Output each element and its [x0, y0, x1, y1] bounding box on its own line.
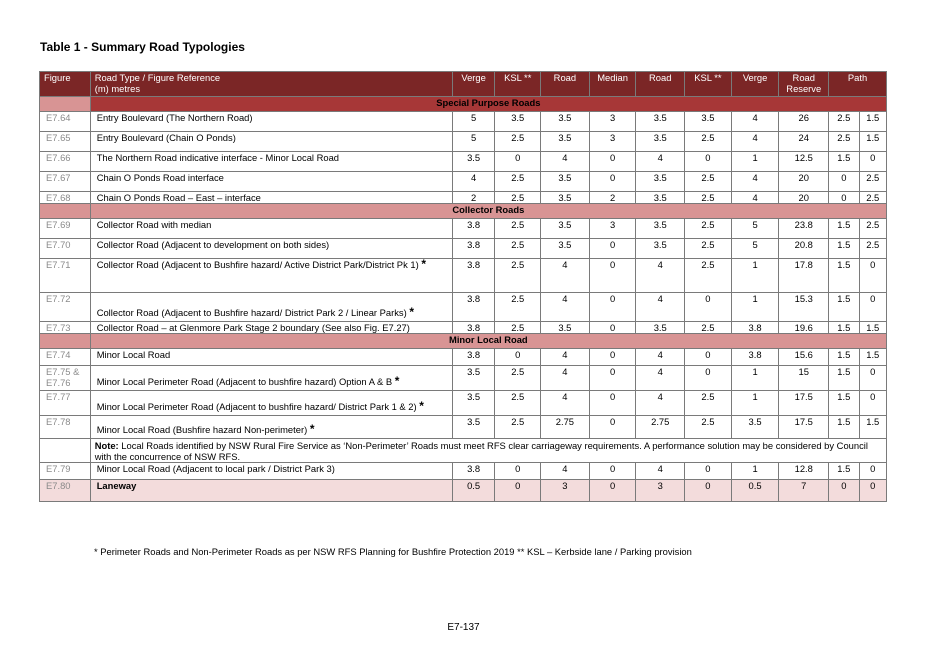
road-reserve-value: 23.8 — [779, 219, 829, 239]
figure-ref: E7.68 — [40, 192, 91, 204]
road-value: 2.75 — [541, 416, 590, 439]
road-type-cell — [90, 219, 452, 239]
verge-value: 3.8 — [731, 349, 779, 366]
road-value: 4 — [541, 293, 590, 322]
path-b-value: 0 — [859, 480, 886, 502]
figure-ref: E7.72 — [40, 293, 91, 322]
header-ksl: KSL ** — [685, 72, 732, 97]
verge-value: 3.8 — [452, 293, 495, 322]
section-figure-cell — [40, 334, 91, 349]
header-ksl: KSL ** — [495, 72, 541, 97]
road-value: 3.5 — [541, 322, 590, 334]
median-value: 0 — [589, 463, 636, 480]
path-b-value: 1.5 — [859, 322, 886, 334]
ksl-value: 0 — [685, 463, 732, 480]
ksl-value: 2.5 — [685, 259, 732, 293]
road-reserve-value: 24 — [779, 132, 829, 152]
ksl-value: 0 — [685, 349, 732, 366]
table-row — [40, 152, 887, 172]
ksl-value: 2.5 — [685, 391, 732, 416]
road-value: 3.5 — [636, 219, 685, 239]
table-row — [40, 172, 887, 192]
road-type-cell — [90, 366, 452, 391]
verge-value: 4 — [731, 172, 779, 192]
road-reserve-value: 7 — [779, 480, 829, 502]
verge-value: 3.8 — [452, 259, 495, 293]
ksl-value: 2.5 — [495, 239, 541, 259]
road-type-cell — [90, 239, 452, 259]
road-type-cell — [90, 391, 452, 416]
verge-value: 1 — [731, 152, 779, 172]
table-row — [40, 480, 887, 502]
path-b-value: 1.5 — [859, 349, 886, 366]
note-figure-cell — [40, 439, 91, 463]
median-value: 0 — [589, 259, 636, 293]
road-reserve-value: 20 — [779, 192, 829, 204]
road-value: 3.5 — [541, 112, 590, 132]
path-b-value: 0 — [859, 366, 886, 391]
road-type-cell — [90, 152, 452, 172]
road-value: 4 — [541, 349, 590, 366]
figure-ref: E7.77 — [40, 391, 91, 416]
section-row-minor — [40, 334, 887, 349]
path-b-value: 0 — [859, 391, 886, 416]
road-type-name: Chain O Ponds Road – East – interface — [96, 192, 261, 203]
road-type-name: Collector Road (Adjacent to development on both sides) — [96, 239, 330, 250]
road-type-name: Laneway — [96, 480, 137, 491]
verge-value: 3.8 — [452, 219, 495, 239]
median-value: 0 — [589, 416, 636, 439]
figure-ref: E7.70 — [40, 239, 91, 259]
path-a-value: 1.5 — [829, 366, 859, 391]
road-value: 4 — [636, 152, 685, 172]
road-reserve-value: 17.5 — [779, 416, 829, 439]
verge-value: 4 — [731, 132, 779, 152]
ksl-value: 2.5 — [495, 293, 541, 322]
road-value: 4 — [541, 391, 590, 416]
ksl-value: 2.5 — [495, 391, 541, 416]
path-a-value: 1.5 — [829, 416, 859, 439]
path-b-value: 2.5 — [859, 239, 886, 259]
header-figure: Figure — [40, 72, 91, 97]
figure-ref: E7.65 — [40, 132, 91, 152]
path-b-value: 0 — [859, 259, 886, 293]
table-row — [40, 132, 887, 152]
verge-value: 3.5 — [731, 416, 779, 439]
road-reserve-value: 12.5 — [779, 152, 829, 172]
road-type-cell — [90, 349, 452, 366]
road-type-cell — [90, 172, 452, 192]
verge-value: 5 — [731, 219, 779, 239]
road-value: 4 — [541, 152, 590, 172]
table-row — [40, 349, 887, 366]
verge-value: 5 — [731, 239, 779, 259]
ksl-value: 0 — [495, 480, 541, 502]
road-value: 3.5 — [636, 132, 685, 152]
perimeter-asterisk: * — [419, 399, 424, 413]
road-type-name: The Northern Road indicative interface - Minor Local Road — [96, 152, 340, 163]
road-type-name: Minor Local Road (Bushfire hazard Non-perimeter) — [96, 424, 308, 435]
figure-ref: E7.75 & E7.76 — [40, 366, 91, 391]
road-value: 3.5 — [541, 132, 590, 152]
road-type-cell — [90, 132, 452, 152]
road-reserve-value: 15.3 — [779, 293, 829, 322]
ksl-value: 3.5 — [495, 112, 541, 132]
section-title: Collector Roads — [90, 204, 886, 219]
ksl-value: 0 — [685, 480, 732, 502]
ksl-value: 2.5 — [495, 366, 541, 391]
ksl-value: 2.5 — [685, 132, 732, 152]
section-figure-cell — [40, 204, 91, 219]
ksl-value: 2.5 — [685, 172, 732, 192]
path-a-value: 1.5 — [829, 293, 859, 322]
road-type-name: Minor Local Perimeter Road (Adjacent to bushfire hazard/ District Park 1 & 2) — [96, 401, 417, 412]
verge-value: 3.8 — [452, 322, 495, 334]
median-value: 0 — [589, 366, 636, 391]
path-b-value: 0 — [859, 152, 886, 172]
path-b-value: 1.5 — [859, 132, 886, 152]
figure-ref: E7.74 — [40, 349, 91, 366]
ksl-value: 2.5 — [495, 416, 541, 439]
road-type-name: Collector Road – at Glenmore Park Stage 2 boundary (See also Fig. E7.27) — [96, 322, 410, 333]
road-value: 4 — [541, 366, 590, 391]
road-type-name: Chain O Ponds Road interface — [96, 172, 224, 183]
road-type-name: Collector Road (Adjacent to Bushfire hazard/ Active District Park/District Pk 1) — [96, 259, 419, 270]
path-b-value: 1.5 — [859, 416, 886, 439]
page-title: Table 1 - Summary Road Typologies — [40, 40, 245, 54]
verge-value: 0.5 — [731, 480, 779, 502]
table-row — [40, 391, 887, 416]
ksl-value: 0 — [495, 349, 541, 366]
path-a-value: 0 — [829, 172, 859, 192]
verge-value: 0.5 — [452, 480, 495, 502]
path-a-value: 0 — [829, 480, 859, 502]
path-a-value: 1.5 — [829, 391, 859, 416]
path-a-value: 2.5 — [829, 112, 859, 132]
road-value: 4 — [636, 259, 685, 293]
verge-value: 4 — [731, 112, 779, 132]
road-reserve-value: 26 — [779, 112, 829, 132]
header-road: Road — [541, 72, 590, 97]
road-value: 4 — [636, 293, 685, 322]
road-value: 4 — [636, 349, 685, 366]
median-value: 2 — [589, 192, 636, 204]
road-type-cell — [90, 463, 452, 480]
path-b-value: 0 — [859, 293, 886, 322]
section-title: Special Purpose Roads — [90, 97, 886, 112]
header-road: Road — [636, 72, 685, 97]
road-type-cell — [90, 480, 452, 502]
section-row-special — [40, 97, 887, 112]
ksl-value: 2.5 — [495, 259, 541, 293]
median-value: 0 — [589, 172, 636, 192]
road-type-name: Entry Boulevard (Chain O Ponds) — [96, 132, 236, 143]
figure-ref: E7.73 — [40, 322, 91, 334]
median-value: 0 — [589, 391, 636, 416]
table-row — [40, 293, 887, 322]
note-text — [90, 439, 886, 463]
perimeter-asterisk: * — [309, 422, 315, 436]
section-title: Minor Local Road — [90, 334, 886, 349]
path-b-value: 0 — [859, 463, 886, 480]
table-row — [40, 239, 887, 259]
perimeter-asterisk: * — [409, 305, 415, 319]
median-value: 0 — [589, 349, 636, 366]
figure-ref: E7.71 — [40, 259, 91, 293]
verge-value: 4 — [731, 192, 779, 204]
road-type-name: Minor Local Perimeter Road (Adjacent to bushfire hazard) Option A & B — [96, 376, 393, 387]
header-road-type: Road Type / Figure Reference (m) metres — [90, 72, 452, 97]
figure-ref: E7.69 — [40, 219, 91, 239]
road-value: 3.5 — [636, 322, 685, 334]
road-type-cell — [90, 416, 452, 439]
footnote: * Perimeter Roads and Non-Perimeter Roads as per NSW RFS Planning for Bushfire Protection 2019 ** KSL – Kerbside lane / Parking provision — [94, 546, 692, 557]
perimeter-asterisk: * — [421, 258, 426, 271]
ksl-value: 0 — [685, 366, 732, 391]
road-typologies-table — [39, 71, 887, 502]
median-value: 0 — [589, 152, 636, 172]
table-row — [40, 322, 887, 334]
median-value: 3 — [589, 112, 636, 132]
figure-ref: E7.78 — [40, 416, 91, 439]
ksl-value: 2.5 — [685, 192, 732, 204]
path-a-value: 0 — [829, 192, 859, 204]
figure-ref: E7.67 — [40, 172, 91, 192]
road-value: 3.5 — [636, 192, 685, 204]
road-value: 3.5 — [636, 112, 685, 132]
path-b-value: 1.5 — [859, 112, 886, 132]
ksl-value: 2.5 — [685, 219, 732, 239]
road-value: 3.5 — [636, 239, 685, 259]
road-type-cell — [90, 192, 452, 204]
path-b-value: 2.5 — [859, 192, 886, 204]
median-value: 0 — [589, 239, 636, 259]
note-row — [40, 439, 887, 463]
header-verge: Verge — [452, 72, 495, 97]
path-a-value: 1.5 — [829, 349, 859, 366]
road-reserve-value: 17.5 — [779, 391, 829, 416]
median-value: 0 — [589, 480, 636, 502]
road-type-cell — [90, 293, 452, 322]
road-type-cell — [90, 112, 452, 132]
verge-value: 3.5 — [452, 416, 495, 439]
road-value: 4 — [541, 259, 590, 293]
road-value: 2.75 — [636, 416, 685, 439]
median-value: 0 — [589, 322, 636, 334]
header-median: Median — [589, 72, 636, 97]
road-type-name: Entry Boulevard (The Northern Road) — [96, 112, 253, 123]
road-reserve-value: 20 — [779, 172, 829, 192]
header-row — [40, 72, 887, 97]
verge-value: 1 — [731, 463, 779, 480]
section-figure-cell — [40, 97, 91, 112]
figure-ref: E7.66 — [40, 152, 91, 172]
road-reserve-value: 20.8 — [779, 239, 829, 259]
ksl-value: 2.5 — [495, 322, 541, 334]
road-reserve-value: 15.6 — [779, 349, 829, 366]
road-value: 3.5 — [541, 172, 590, 192]
ksl-value: 0 — [685, 152, 732, 172]
road-value: 3.5 — [541, 239, 590, 259]
road-type-name: Minor Local Road — [96, 349, 171, 360]
path-b-value: 2.5 — [859, 219, 886, 239]
road-reserve-value: 19.6 — [779, 322, 829, 334]
note-body: Local Roads identified by NSW Rural Fire Service as ‘Non-Perimeter’ Roads must meet RFS clear carriageway requirements. A performance solution may be considered by Council with the concurrence of NSW RFS. — [94, 440, 868, 462]
verge-value: 3.8 — [452, 463, 495, 480]
path-a-value: 1.5 — [829, 322, 859, 334]
road-type-cell — [90, 322, 452, 334]
road-value: 3.5 — [541, 192, 590, 204]
road-reserve-value: 17.8 — [779, 259, 829, 293]
section-row-collector — [40, 204, 887, 219]
ksl-value: 2.5 — [495, 219, 541, 239]
verge-value: 3.5 — [452, 391, 495, 416]
verge-value: 3.5 — [452, 152, 495, 172]
ksl-value: 2.5 — [495, 192, 541, 204]
figure-ref: E7.64 — [40, 112, 91, 132]
header-verge: Verge — [731, 72, 779, 97]
path-a-value: 1.5 — [829, 219, 859, 239]
road-value: 3 — [541, 480, 590, 502]
road-value: 4 — [636, 366, 685, 391]
road-reserve-value: 12.8 — [779, 463, 829, 480]
road-type-name: Collector Road with median — [96, 219, 212, 230]
road-value: 4 — [636, 391, 685, 416]
road-type-name: Minor Local Road (Adjacent to local park / District Park 3) — [96, 463, 335, 474]
ksl-value: 2.5 — [685, 239, 732, 259]
table-row — [40, 463, 887, 480]
road-value: 3.5 — [541, 219, 590, 239]
verge-value: 5 — [452, 132, 495, 152]
header-path: Path — [829, 72, 887, 97]
table-row — [40, 112, 887, 132]
road-type-cell — [90, 259, 452, 293]
verge-value: 5 — [452, 112, 495, 132]
verge-value: 4 — [452, 172, 495, 192]
ksl-value: 2.5 — [685, 416, 732, 439]
ksl-value: 2.5 — [495, 132, 541, 152]
verge-value: 3.5 — [452, 366, 495, 391]
note-label: Note: — [94, 440, 119, 451]
figure-ref: E7.80 — [40, 480, 91, 502]
verge-value: 1 — [731, 366, 779, 391]
median-value: 3 — [589, 219, 636, 239]
ksl-value: 2.5 — [495, 172, 541, 192]
path-a-value: 2.5 — [829, 132, 859, 152]
table-row — [40, 192, 887, 204]
perimeter-asterisk: * — [394, 374, 400, 388]
median-value: 0 — [589, 293, 636, 322]
ksl-value: 2.5 — [685, 322, 732, 334]
verge-value: 1 — [731, 391, 779, 416]
median-value: 3 — [589, 132, 636, 152]
verge-value: 3.8 — [731, 322, 779, 334]
road-value: 4 — [636, 463, 685, 480]
verge-value: 3.8 — [452, 349, 495, 366]
figure-ref: E7.79 — [40, 463, 91, 480]
page-number: E7-137 — [447, 622, 480, 633]
ksl-value: 0 — [495, 152, 541, 172]
table-row — [40, 366, 887, 391]
ksl-value: 0 — [495, 463, 541, 480]
path-a-value: 1.5 — [829, 152, 859, 172]
road-reserve-value: 15 — [779, 366, 829, 391]
road-type-name: Collector Road (Adjacent to Bushfire hazard/ District Park 2 / Linear Parks) — [96, 307, 407, 318]
road-value: 3.5 — [636, 172, 685, 192]
road-value: 4 — [541, 463, 590, 480]
verge-value: 1 — [731, 259, 779, 293]
table-row — [40, 219, 887, 239]
ksl-value: 0 — [685, 293, 732, 322]
verge-value: 3.8 — [452, 239, 495, 259]
header-road-reserve: Road Reserve — [779, 72, 829, 97]
path-b-value: 2.5 — [859, 172, 886, 192]
table-row — [40, 259, 887, 293]
verge-value: 1 — [731, 293, 779, 322]
table-row — [40, 416, 887, 439]
path-a-value: 1.5 — [829, 259, 859, 293]
verge-value: 2 — [452, 192, 495, 204]
road-value: 3 — [636, 480, 685, 502]
path-a-value: 1.5 — [829, 239, 859, 259]
path-a-value: 1.5 — [829, 463, 859, 480]
ksl-value: 3.5 — [685, 112, 732, 132]
